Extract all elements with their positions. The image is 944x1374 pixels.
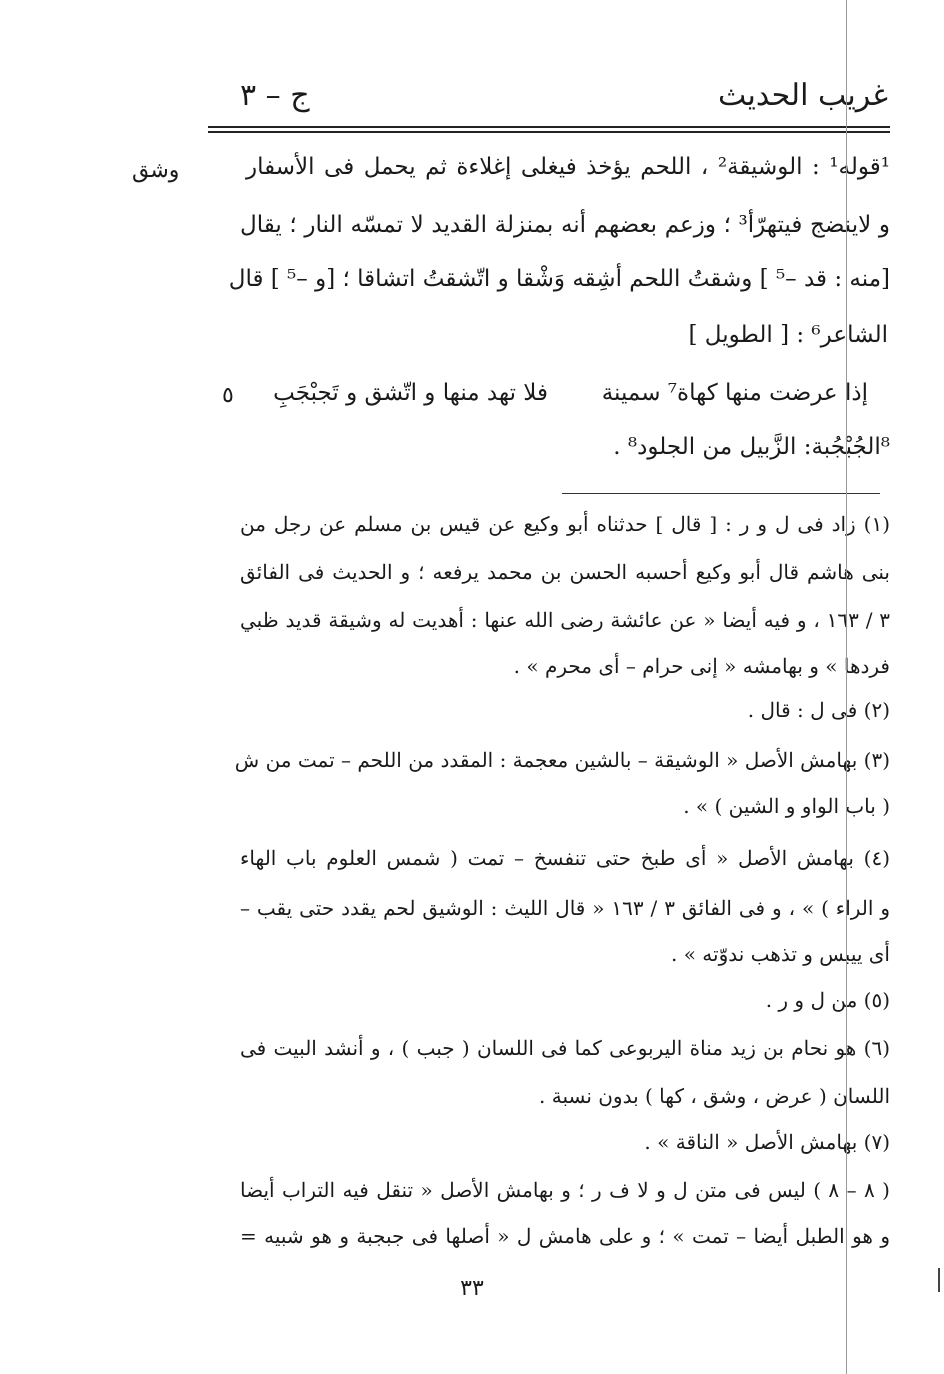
gloss-line: ⁸الجُبْجُبة: الزَّبيل من الجلود⁸ . <box>613 434 890 460</box>
footnote-line: (٤) بهامش الأصل « أى طبخ حتى تنفسخ – تمت ( شمس العلوم باب الهاء <box>240 846 890 870</box>
footnote-line: (١) زاد فى ل و ر : [ قال ] حدثناه أبو وكيع عن قيس بن مسلم عن رجل من <box>240 512 890 536</box>
page-number: ٣٣ <box>460 1276 484 1301</box>
header-rule-bottom <box>208 131 890 133</box>
footnote-line: (٢) فى ل : قال . <box>747 698 890 722</box>
verse-hemistich-2: فلا تهد منها و اتّشق و تَجبْجَبِ <box>273 380 548 406</box>
footnote-line: (٦) هو نحام بن زيد مناة اليربوعى كما فى اللسان ( جبب ) ، و أنشد البيت فى <box>240 1036 890 1060</box>
footnote-line: ٣ / ١٦٣ ، و فيه أيضا « عن عائشة رضى الله عنها : أهديت له وشيقة قديد ظبي <box>240 608 891 632</box>
footnote-line: أى ييبس و تذهب ندوّته » . <box>670 942 890 966</box>
footnote-line: ( باب الواو و الشين ) » . <box>683 794 890 818</box>
footnote-separator <box>562 493 880 494</box>
footnote-line: و هو الطبل أيضا – تمت » ؛ و على هامش ل « أصلها فى جبجبة و هو شبيه = <box>240 1224 890 1248</box>
page-edge-mark <box>938 1268 940 1292</box>
footnote-line: (٣) بهامش الأصل « الوشيقة – بالشين معجمة : المقدد من اللحم – تمت من ش <box>234 748 890 772</box>
footnote-line: ( ٨ – ٨ ) ليس فى متن ل و لا ف ر ؛ و بهامش الأصل « تنقل فيه التراب أيضا <box>240 1178 890 1202</box>
volume-indicator: ج – ٣ <box>240 78 310 113</box>
footnote-line: بنى هاشم قال أبو وكيع أحسبه الحسن بن محمد يرفعه ؛ و الحديث فى الفائق <box>240 560 890 584</box>
footnote-line: فردها » و بهامشه « إنى حرام – أى محرم » . <box>513 654 890 678</box>
main-text-line: و لاينضج فيتهرّأ³ ؛ وزعم بعضهم أنه بمنزلة القديد لا تمسّه النار ؛ يقال <box>240 212 890 238</box>
verse-number: ٥ <box>222 383 234 408</box>
footnote-line: (٧) بهامش الأصل « الناقة » . <box>644 1130 890 1154</box>
footnote-line: و الراء ) » ، و فى الفائق ٣ / ١٦٣ « قال الليث : الوشيق لحم يقدد حتى يقب – <box>240 896 891 920</box>
page-fold-line <box>846 0 847 1374</box>
main-text-line: الشاعر⁶ : [ الطويل ] <box>688 322 888 348</box>
verse-hemistich-1: إذا عرضت منها كهاة⁷ سمينة <box>601 380 868 406</box>
footnote-line: اللسان ( عرض ، وشق ، كها ) بدون نسبة . <box>539 1084 890 1108</box>
header-rule-top <box>208 126 890 128</box>
running-title: غريب الحديث <box>718 78 888 113</box>
main-text-line: ¹قوله¹ : الوشيقة² ، اللحم يؤخذ فيغلى إغلاءة ثم يحمل فى الأسفار <box>246 154 890 180</box>
main-text-line: [منه : قد –⁵ ] وشقتُ اللحم أشِقه وَشْقا و اتّشقتُ اتشاقا ؛ [و –⁵ ] قال <box>228 266 890 292</box>
footnote-line: (٥) من ل و ر . <box>765 988 890 1012</box>
margin-keyword: وشق <box>132 158 180 183</box>
